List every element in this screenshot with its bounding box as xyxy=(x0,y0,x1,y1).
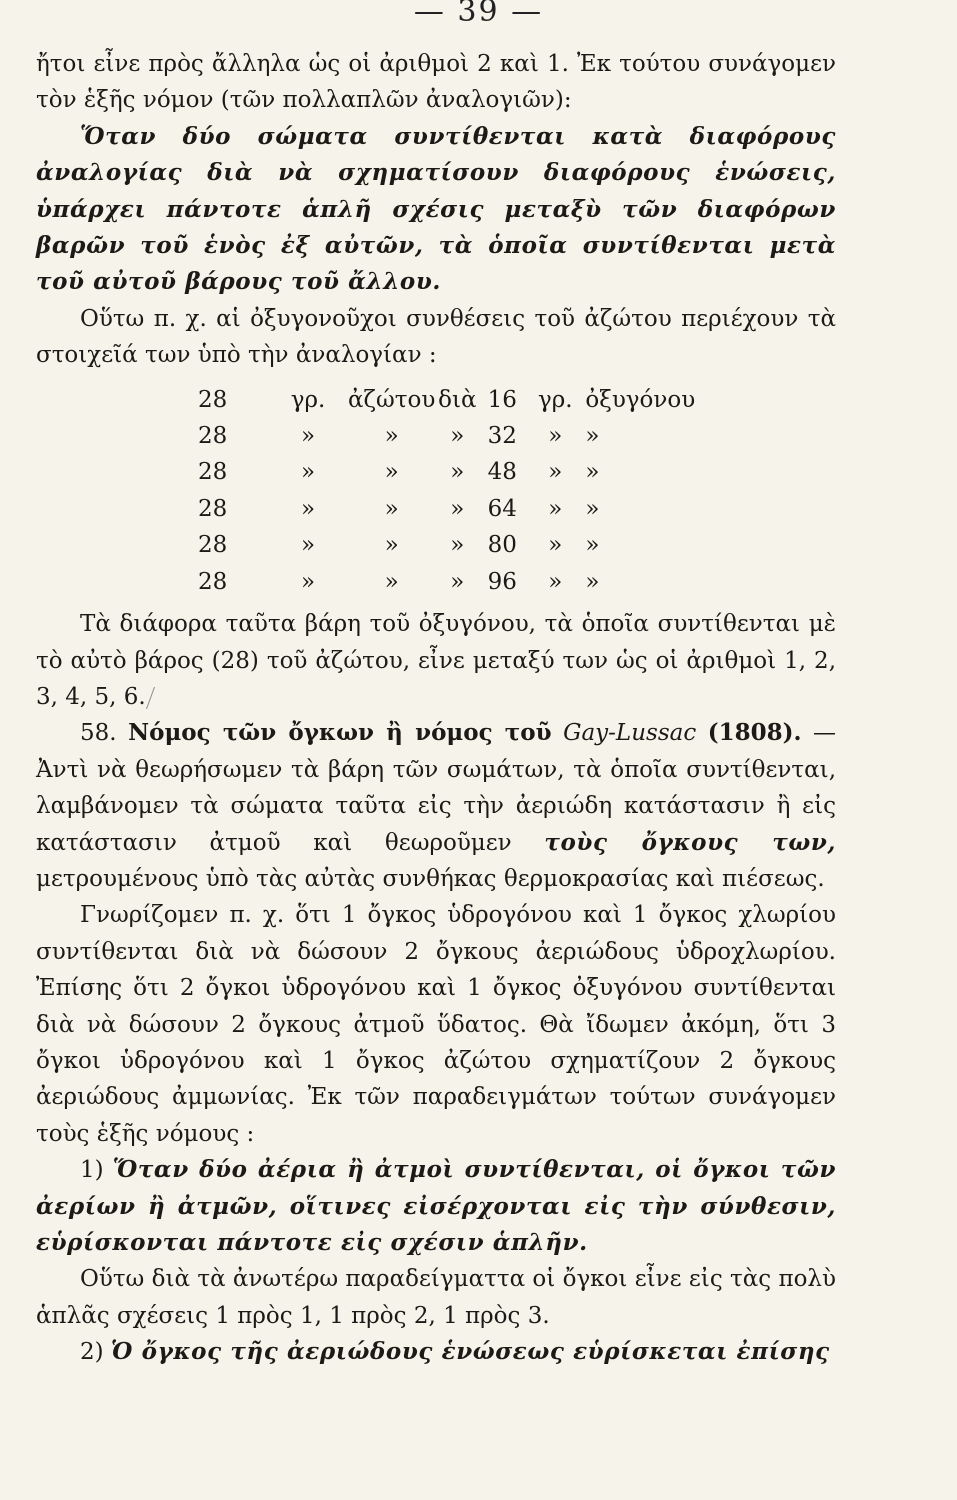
table-cell-w: » xyxy=(450,459,465,486)
table-cell-n: 28 xyxy=(198,568,228,595)
law-1-text: Ὅταν δύο ἀέρια ἢ ἀτμοὶ συντίθενται, οἱ ὄγκοι τῶν ἀερίων ἢ ἀτμῶν, οἵτινες εἰσέρχονται εἰς τὴν σύνθεσιν, εὑρίσκονται πάντοτε εἰς σχέσιν ἁπλῆν. xyxy=(36,1156,837,1256)
table-cell-w: » xyxy=(450,423,465,450)
law-2-number: 2) xyxy=(80,1339,104,1366)
table-cell-u1: » xyxy=(300,495,316,522)
table-cell-el2: » xyxy=(585,495,600,522)
table-cell-m: 32 xyxy=(487,423,517,450)
page-body xyxy=(36,46,836,1371)
table-cell-u2: » xyxy=(548,423,563,450)
page-number: — 39 — xyxy=(413,0,544,29)
table-cell-w: » xyxy=(450,495,465,522)
section-intro-bold: τοὺς ὄγκους των, xyxy=(544,828,836,856)
table-cell-w: » xyxy=(450,568,465,595)
table-cell-u2: » xyxy=(548,532,563,559)
table-cell-u2: » xyxy=(548,495,563,522)
law-2-text: Ὁ ὄγκος τῆς ἀεριώδους ἑνώσεως εὑρίσκεται ἐπίσης xyxy=(110,1338,830,1366)
table-cell-m: 80 xyxy=(487,532,517,559)
section-intro-a: —Ἀντὶ νὰ θεωρήσωμεν τὰ βάρη τῶν σωμάτων, τὰ ὁποῖα συντίθενται, λαμβάνομεν τὰ σώματα ταῦτα εἰς τὴν ἀεριώδη κατάστασιν ἢ εἰς κατάστασιν ἀτμοῦ καὶ θεωροῦμεν xyxy=(36,720,837,856)
table-row xyxy=(36,564,715,600)
law-1-note: Οὕτω διὰ τὰ ἀνωτέρω παραδείγματτα οἱ ὄγκοι εἶνε εἰς τὰς πολὺ ἁπλᾶς σχέσεις 1 πρὸς 1, 1 πρὸς 2, 1 πρὸς 3. xyxy=(36,1266,836,1329)
examples-paragraph: Γνωρίζομεν π. χ. ὅτι 1 ὄγκος ὑδρογόνου καὶ 1 ὄγκος χλωρίου συντίθενται διὰ νὰ δώσουν 2 ὄγκους ἀεριώδους ὑδροχλωρίου. Ἐπίσης ὅτι 2 ὄγκοι ὑδρογόνου καὶ 1 ὄγκος ὀξυγόνου συντίθενται διὰ νὰ δώσουν 2 ὄγκους ἀτμοῦ ὕδατος. Θὰ ἴδωμεν ἀκόμη, ὅτι 3 ὄγκοι ὑδρογόνου καὶ 1 ὄγκος ἀζώτου σχηματίζουν 2 ὄγκους ἀεριώδους ἀμμωνίας. Ἐκ τῶν παραδειγμάτων τούτων συνάγομεν τοὺς ἑξῆς νόμους : xyxy=(36,902,836,1147)
law-1-number: 1) xyxy=(80,1157,104,1184)
table-cell-el2: ὀξυγόνου xyxy=(585,386,696,413)
table-cell-u2: γρ. xyxy=(538,386,573,413)
section-year: (1808). xyxy=(707,719,802,747)
table-cell-w: » xyxy=(450,532,465,559)
section-intro-b: μετρουμένους ὑπὸ τὰς αὐτὰς συνθήκας θερμοκρασίας καὶ πιέσεως. xyxy=(36,865,825,892)
table-cell-el2: » xyxy=(585,423,600,450)
table-cell-el1: » xyxy=(384,532,399,559)
intro-paragraph: ἤτοι εἶνε πρὸς ἄλληλα ὡς οἱ ἀριθμοὶ 2 καὶ 1. Ἐκ τούτου συνάγομεν τὸν ἑξῆς νόμον (τῶν πολλαπλῶν ἀναλογιῶν): xyxy=(36,51,836,114)
table-cell-el2: » xyxy=(585,568,600,595)
table-cell-el1: » xyxy=(384,495,399,522)
example-intro: Οὕτω π. χ. αἱ ὀξυγονοῦχοι συνθέσεις τοῦ ἀζώτου περιέχουν τὰ στοιχεῖά των ὑπὸ τὴν ἀναλογίαν : xyxy=(36,305,836,369)
table-cell-el1: » xyxy=(384,568,399,595)
table-row xyxy=(36,527,715,563)
table-cell-u1: » xyxy=(300,568,316,595)
table-row xyxy=(36,418,715,454)
table-cell-u1: » xyxy=(300,532,316,559)
section-title: Νόμος τῶν ὄγκων ἢ νόμος τοῦ xyxy=(128,719,552,747)
table-cell-n: 28 xyxy=(198,495,228,522)
table-cell-u1: » xyxy=(300,459,316,486)
table-cell-w: διὰ xyxy=(438,386,477,413)
section-58-paragraph xyxy=(36,715,836,897)
section-name: Gay-Lussac xyxy=(563,720,697,747)
table-cell-n: 28 xyxy=(198,532,228,559)
table-cell-m: 48 xyxy=(487,459,517,486)
table-row xyxy=(36,491,715,527)
table-cell-m: 64 xyxy=(487,495,517,522)
table-row xyxy=(36,454,715,490)
table-cell-m: 96 xyxy=(487,568,517,595)
pencil-mark xyxy=(146,687,177,709)
table-cell-u2: » xyxy=(548,459,563,486)
table-cell-el1: » xyxy=(384,423,399,450)
law-of-multiple-proportions: Ὅταν δύο σώματα συντίθενται κατὰ διαφόρους ἀναλογίας διὰ νὰ σχηματίσουν διαφόρους ἑνώσεις, ὑπάρχει πάντοτε ἁπλῆ σχέσις μεταξὺ τῶν διαφόρων βαρῶν τοῦ ἑνὸς ἐξ αὐτῶν, τὰ ὁποῖα συντίθενται μετὰ τοῦ αὐτοῦ βάρους τοῦ ἄλλου. xyxy=(36,122,836,296)
table-cell-u2: » xyxy=(548,568,563,595)
law-1-paragraph xyxy=(36,1152,836,1261)
section-number: 58. xyxy=(80,720,117,747)
table-cell-u1: » xyxy=(300,423,316,450)
table-cell-el1: ἀζώτου xyxy=(348,386,436,413)
conclusion-text: Τὰ διάφορα ταῦτα βάρη τοῦ ὀξυγόνου, τὰ ὁποῖα συντίθενται μὲ τὸ αὐτὸ βάρος (28) τοῦ ἀζώτου, εἶνε μεταξύ των ὡς οἱ ἀριθμοὶ 1, 2, 3, 4, 5, 6. xyxy=(36,611,836,710)
proportions-table xyxy=(36,382,715,600)
table-cell-n: 28 xyxy=(198,423,228,450)
table-cell-el2: » xyxy=(585,532,600,559)
law-2-paragraph xyxy=(36,1334,836,1370)
table-row xyxy=(36,382,715,418)
table-cell-n: 28 xyxy=(198,386,228,413)
table-cell-u1: γρ. xyxy=(290,386,326,413)
table-cell-el2: » xyxy=(585,459,600,486)
table-cell-n: 28 xyxy=(198,459,228,486)
conclusion-paragraph xyxy=(36,606,836,715)
table-cell-el1: » xyxy=(384,459,399,486)
table-cell-m: 16 xyxy=(487,386,517,413)
